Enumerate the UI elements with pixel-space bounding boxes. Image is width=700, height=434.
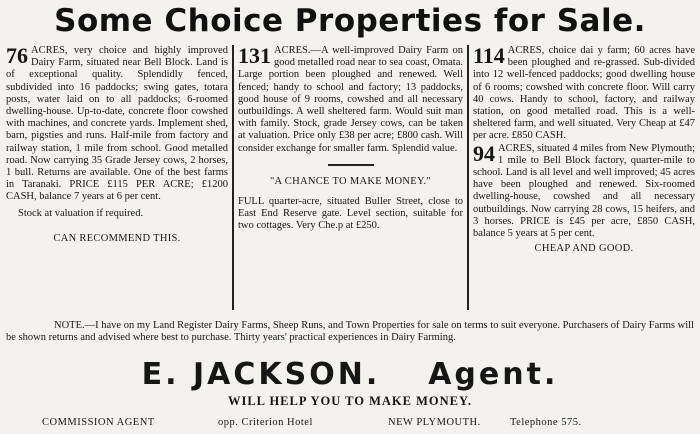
acreage-number: 114 — [473, 43, 505, 68]
motto: WILL HELP YOU TO MAKE MONEY. — [227, 394, 472, 408]
acreage-number: 131 — [238, 43, 271, 68]
acreage-number: 76 — [6, 43, 28, 68]
footer-town: NEW PLYMOUTH. — [388, 417, 481, 428]
footer-address: opp. Criterion Hotel — [218, 417, 313, 428]
footer-phone: Telephone 575. — [510, 417, 582, 428]
note-paragraph: NOTE.—I have on my Land Register Dairy Farms, Sheep Runs, and Town Properties for sale on terms to suit everyone. Purchasers of Dairy Farms will be shown returns and advised where best to purchase. Thirty years' practical experiences in Dairy Farming. — [6, 320, 694, 343]
recommend-line: CAN RECOMMEND THIS. — [53, 232, 181, 244]
section-divider — [328, 164, 374, 166]
agent-name: E. JACKSON. — [141, 357, 381, 392]
listing-body — [238, 45, 463, 155]
listing-text: ACRES, choice dai y farm; 60 acres have been ploughed and re-grassed. Sub-divided into 12 well-fenced paddocks; good dwelling house of 6 rooms; cowshed with concrete floor. Will carry 40 cows. Handy to school, factory, and railway station, on good metalled road. This is a well-sheltered farm, and well situated. Very Cheap at £47 per acre. £850 CASH. — [473, 45, 695, 142]
listing-114-body — [473, 45, 695, 143]
full-lead: FULL — [238, 196, 264, 208]
listing-text: ACRES.—A well-improved Dairy Farm on good metalled road near to sea coast, Omata. Large portion been ploughed and renewed. Well fenced; handy to school and factory; 13 paddocks, good house of 9 rooms, cowshed and all necessary outbuildings. A well sheltered farm. Would suit man with family. Stock, grade Jersey cows, can be taken at valuation. Price only £38 per acre; £800 cash. Will consider exchange for smaller farm. Splendid value. — [238, 45, 463, 154]
acreage-number: 94 — [473, 140, 495, 166]
stock-note: Stock at valuation if required. — [18, 207, 144, 219]
agent-name-line — [0, 357, 700, 393]
listing-text: ACRES, very choice and highly improved Dairy Farm, situated near Bell Block. Land is of exceptional quality. Splendidly fenced, subdivided into 16 paddocks; swing gates, totara posts, water laid on to all paddocks; 6-roomed dwelling-house. Up-to-date, concrete floor cowshed with machines, and concrete yards. Implement shed, barn, pigsties and runs. Half-mile from factory and railway station, 1 mile from school. Good metalled road. Now carrying 35 Grade Jersey cows, 2 horses, 1 bull. Returns are available. One of the best farms in Taranaki. PRICE £115 PER ACRE; £1200 CASH, balance 7 years at 6 per cent. — [6, 45, 228, 203]
listing-body — [6, 45, 228, 204]
column-divider-right — [467, 45, 469, 310]
column-divider-left — [232, 45, 234, 310]
listing-94-body — [473, 140, 695, 241]
page-title: Some Choice Properties for Sale. — [54, 3, 646, 39]
footer — [0, 417, 700, 431]
agent-title: Agent. — [428, 357, 559, 392]
quarter-acre-listing — [238, 196, 463, 233]
listing-text: quarter-acre, situated Buller Street, close to East End Reserve gate. Level section, suitable for two cottages. Very Che.p at £250. — [238, 196, 463, 232]
cheap-and-good-line: CHEAP AND GOOD. — [534, 243, 634, 255]
footer-role: COMMISSION AGENT — [42, 417, 155, 428]
listing-131-acres — [238, 45, 463, 233]
chance-heading: "A CHANCE TO MAKE MONEY." — [269, 175, 432, 187]
listing-text: ACRES, situated 4 miles from New Plymouth; 1 mile to Bell Block factory, quarter-mile to school. Land is all level and well improved; 45 acres have been ploughed and renewed. Six-roomed dwelling-house, cowshed and all necessary outbuildings. Now carrying 28 cows, 15 heifers, and 3 horses. PRICE is £45 per acre, £850 CASH, balance 5 years at 5 per cent. — [473, 142, 695, 240]
listing-76-acres — [6, 45, 228, 245]
listing-114-and-94-acres — [473, 45, 695, 255]
